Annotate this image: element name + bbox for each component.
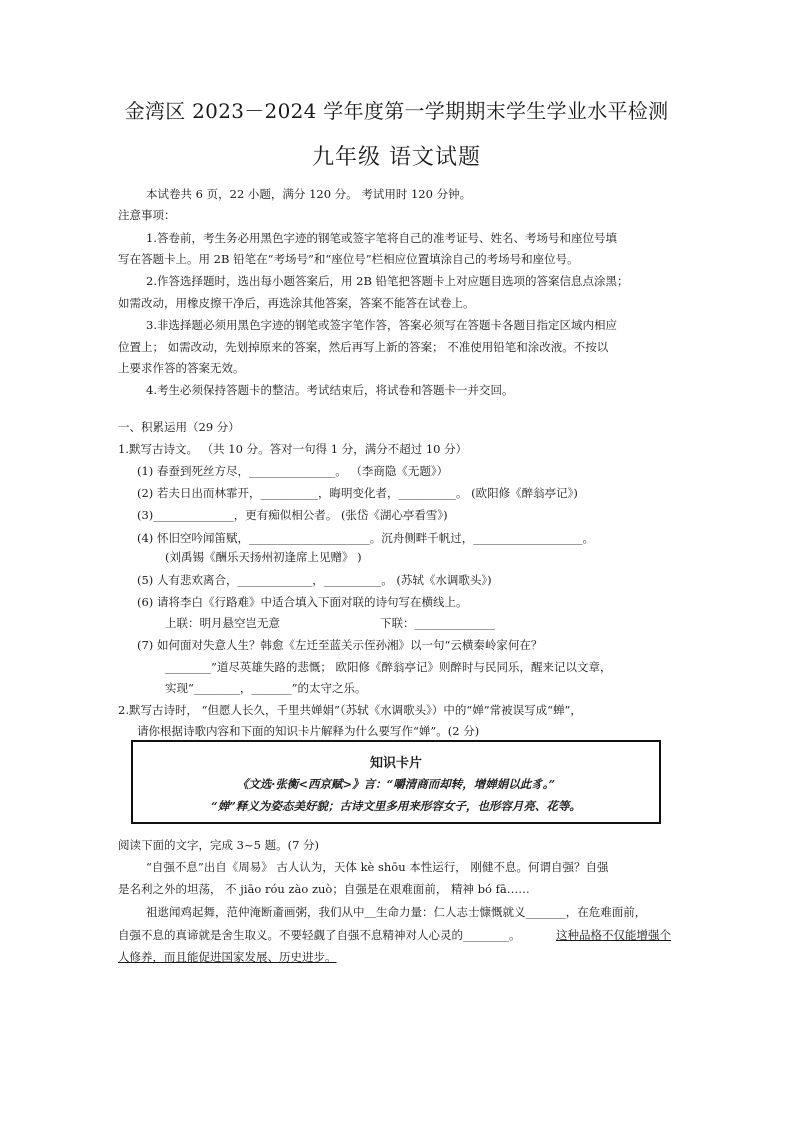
knowledge-card-line: 《文选·张衡<西京赋>》言：“嚼清商而却转，增婵娟以此豸。”	[236, 777, 556, 791]
question-1-item: (1) 春蚕到死丝方尽，_______________。 （李商隐《无题》）	[137, 464, 449, 478]
note-line: 写在答题卡上。用 2B 铅笔在“考场号”和“座位号”栏相应位置填涂自己的考场号和座位号。	[118, 252, 579, 266]
exam-summary: 本试卷共 6 页，22 小题，满分 120 分。 考试用时 120 分钟。	[146, 187, 472, 201]
question-2-line: 2.默写古诗时， “但愿人长久，千里共婵娟”（苏轼《水调歌头》）中的“婵”常被误写成“蝉”，	[118, 703, 582, 717]
question-2-line: 请你根据诗歌内容和下面的知识卡片解释为什么要写作“婵”。(2 分)	[137, 724, 480, 738]
couplet-upper: 上联：明月悬空岂无意	[165, 616, 280, 630]
question-1-item: (7) 如何面对失意人生？韩愈《左迁至蓝关示侄孙湘》以一句“云横秦岭家何在？	[137, 638, 543, 652]
notes-heading: 注意事项：	[118, 208, 176, 222]
note-line: 4.考生必须保持答题卡的整洁。考试结束后，将试卷和答题卡一并交回。	[146, 383, 514, 397]
note-line: 位置上； 如需改动，先划掉原来的答案，然后再写上新的答案； 不准使用铅笔和涂改液。不按以	[118, 340, 609, 354]
question-1-source: (刘禹锡《酬乐天扬州初逢席上见赠》 )	[165, 550, 362, 564]
reading-line-underlined: 这种品格不仅能增强个	[556, 928, 671, 942]
knowledge-card	[131, 740, 661, 824]
knowledge-card-title: 知识卡片	[369, 756, 422, 771]
note-line: 如需改动，用橡皮擦干净后，再选涂其他答案，答案不能答在试卷上。	[118, 296, 475, 310]
reading-line: 是名利之外的坦荡， 不 jiāo róu zào zuò；自强是在艰难面前， 精神 bó fā……	[118, 882, 530, 896]
exam-title: 金湾区 2023－2024 学年度第一学期期末学生学业水平检测	[124, 99, 669, 123]
question-1-item: (5) 人有悲欢离合，_____________，__________。 (苏轼《水调歌头》)	[137, 573, 492, 587]
reading-stem: 阅读下面的文字，完成 3~5 题。(7 分)	[118, 838, 320, 852]
note-line: 2.作答选择题时，选出每小题答案后，用 2B 铅笔把答题卡上对应题目选项的答案信息点涂黑；	[146, 274, 629, 288]
knowledge-card-line: “婵”释义为姿态美好貌；古诗文里多用来形容女子，也形容月亮、花等。	[211, 799, 581, 813]
question-1-item: ________”道尽英雄失路的悲慨； 欧阳修《醉翁亭记》则醉时与民同乐，醒来记以文章，	[165, 660, 612, 674]
exam-subtitle: 九年级 语文试题	[312, 145, 481, 170]
question-1-item: (6) 请将李白《行路难》中适合填入下面对联的诗句写在横线上。	[137, 595, 468, 609]
reading-line-underlined: 人修养，而且能促进国家发展、历史进步。	[118, 950, 337, 964]
question-1-item: (4) 怀旧空吟闻笛赋，_____________________。沉舟侧畔千帆过，___________________。	[137, 531, 594, 545]
reading-line: “自强不息”出自《周易》 古人认为，天体 kè shōu 本性运行， 刚健不息。何谓自强？自强	[146, 860, 609, 874]
question-1-item: (2) 若夫日出而林霏开，__________，晦明变化者，__________。 (欧阳修《醉翁亭记》)	[137, 486, 578, 500]
note-line: 3.非选择题必须用黑色字迹的钢笔或签字笔作答，答案必须写在答题卡各题目指定区域内相应	[146, 318, 617, 332]
reading-line: 自强不息的真谛就是舍生取义。不要轻觑了自强不息精神对人心灵的________。	[118, 928, 521, 942]
note-line: 1.答卷前，考生务必用黑色字迹的钢笔或签字笔将自己的准考证号、姓名、考场号和座位号填	[146, 231, 617, 245]
question-1-item: 实现“________，_______”的太守之乐。	[165, 681, 367, 695]
section-heading: 一、积累运用（29 分）	[118, 420, 240, 434]
note-line: 上要求作答的答案无效。	[118, 361, 245, 375]
question-1-stem: 1.默写古诗文。 （共 10 分。答对一句得 1 分，满分不超过 10 分）	[118, 442, 468, 456]
couplet-lower: 下联：______________	[380, 616, 495, 630]
reading-line: 祖逖闻鸡起舞，范仲淹断齑画粥，我们从中＿生命力量：仁人志士慷慨就义_______，在危难面前，	[146, 905, 647, 919]
question-1-item: (3)______________，更有痴似相公者。 (张岱《湖心亭看雪》)	[137, 508, 448, 522]
